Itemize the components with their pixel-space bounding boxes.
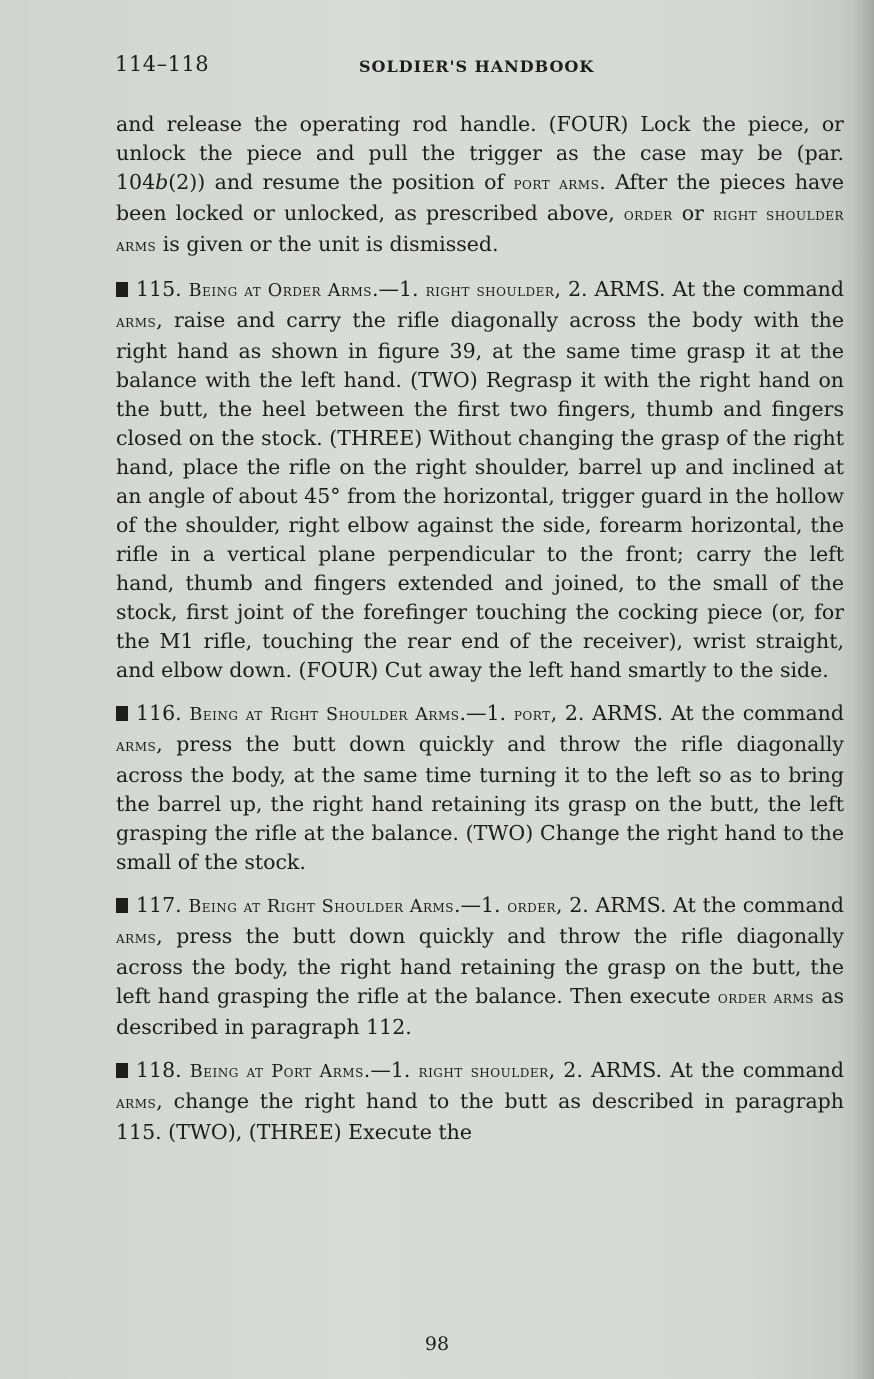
page-number: 98 xyxy=(424,1333,450,1355)
small-caps-text: arms xyxy=(116,1093,157,1113)
paragraph-text: .—1. xyxy=(372,277,426,301)
paragraph-115 xyxy=(116,275,844,685)
paragraph-text: .—1. xyxy=(363,1058,419,1082)
paragraph-text: (2)) and resume the position of xyxy=(168,170,514,194)
paragraph-text: , raise and carry the rifle diagonally across the body with the right hand as shown in figure 39, at the same time grasp it at the balance with the left hand. (TWO) Regrasp it with the right hand on the butt, the heel between the first two fingers, thumb and fingers closed on the stock. (THREE) Without changing the grasp of the right hand, place the rifle on the right shoulder, barrel up and inclined at an angle of about 45° from the horizontal, trigger guard in the hollow of the shoulder, right elbow against the side, forearm horizontal, the rifle in a vertical plane perpendicular to the front; carry the left hand, thumb and fingers extended and joined, to the small of the stock, first joint of the forefinger touching the cocking piece (or, for the M1 rifle, touching the rear end of the receiver), wrist straight, and elbow down. (FOUR) Cut away the left hand smartly to the side. xyxy=(116,308,844,682)
small-caps-text: arms xyxy=(116,928,157,948)
small-caps-text: Being at Right Shoulder Arms xyxy=(188,897,454,917)
paragraph-text: 115. xyxy=(136,277,189,301)
paragraph-text: , press the butt down quickly and throw the rifle diagonally across the body, at the same time turning it to the left so as to bring the barrel up, the right hand retaining its grasp on the butt, the left grasping the rifle at the balance. (TWO) Change the right hand to the small of the stock. xyxy=(116,732,844,874)
small-caps-text: arms xyxy=(116,736,157,756)
small-caps-text: right shoulder arms xyxy=(116,205,844,256)
paragraph-text: as described in paragraph 112. xyxy=(116,984,844,1039)
paragraph-text: , press the butt down quickly and throw the rifle diagonally across the body, the right hand retaining the grasp on the butt, the left hand grasping the rifle at the balance. Then execute xyxy=(116,924,844,1008)
paragraph-117 xyxy=(116,891,844,1042)
paragraph-116 xyxy=(116,699,844,877)
paragraph-text: , change the right hand to the butt as described in paragraph 115. (TWO), (THREE) Execute the xyxy=(116,1089,844,1144)
small-caps-text: order xyxy=(623,205,673,225)
small-caps-text: Being at Port Arms xyxy=(189,1062,364,1082)
paragraph-text: , 2. ARMS. At the command xyxy=(556,893,844,917)
running-head xyxy=(115,52,845,82)
small-caps-text: right shoulder xyxy=(418,1062,549,1082)
page-edge-shadow xyxy=(852,0,874,1379)
running-head-title: SOLDIER'S HANDBOOK xyxy=(359,57,595,76)
paragraph-text: and release the operating rod handle. (FOUR) Lock the piece, or unlock the piece and pull the trigger as the case may be (par. 104 xyxy=(116,112,844,194)
running-head-page-range: 114–118 xyxy=(115,52,210,76)
small-caps-text: arms xyxy=(116,312,157,332)
section-marker-icon xyxy=(116,898,128,913)
section-marker-icon xyxy=(116,706,128,721)
section-marker-icon xyxy=(116,1063,128,1078)
paragraph-text: , 2. ARMS. At the command xyxy=(550,701,844,725)
italic-text: b xyxy=(155,170,169,194)
paragraph-text: , 2. ARMS. At the command xyxy=(554,277,845,301)
paragraph-text: , 2. ARMS. At the command xyxy=(548,1058,844,1082)
paragraph-text: is given or the unit is dismissed. xyxy=(156,232,499,256)
small-caps-text: port arms xyxy=(513,174,600,194)
paragraph-text: .—1. xyxy=(459,701,514,725)
paragraph-text: 117. xyxy=(136,893,189,917)
small-caps-text: port xyxy=(513,705,551,725)
body-text xyxy=(116,110,844,1147)
paragraph-text: 118. xyxy=(136,1058,190,1082)
small-caps-text: Being at Order Arms xyxy=(188,281,372,301)
paragraph-text: .—1. xyxy=(454,893,508,917)
small-caps-text: right shoulder xyxy=(425,281,555,301)
paragraph-text: or xyxy=(672,201,713,225)
small-caps-text: Being at Right Shoulder Arms xyxy=(189,705,460,725)
small-caps-text: order arms xyxy=(717,988,814,1008)
paragraph-text: 116. xyxy=(136,701,190,725)
small-caps-text: order xyxy=(507,897,557,917)
paragraph-118 xyxy=(116,1056,844,1147)
paragraph-114-cont xyxy=(116,110,844,261)
section-marker-icon xyxy=(116,282,128,297)
paragraph-text: . After the pieces have been locked or unlocked, as prescribed above, xyxy=(116,170,844,225)
